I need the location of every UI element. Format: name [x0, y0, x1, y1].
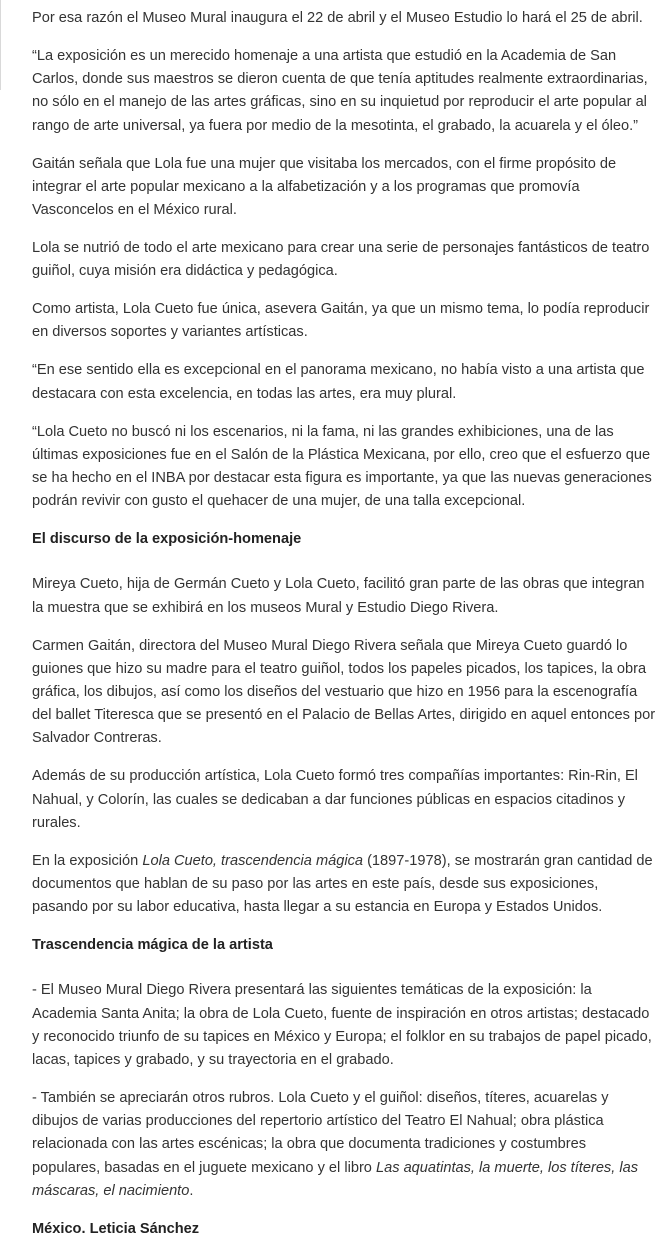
bullet-text-pre: - También se apreciarán otros rubros. Lola Cueto y el guiñol: diseños, títeres, acuarelas y dibujos de varias producciones del repertorio artístico del Teatro El Nahual; obra plástica relacionada con las artes escénicas; la obra que documenta tradiciones y costumbres populares, basadas en el juguete mexicano y el libro	[32, 1090, 609, 1176]
paragraph-guinol: Lola se nutrió de todo el arte mexicano para crear una serie de personajes fantásticos de teatro guiñol, cuya misión era didáctica y pedagógica.	[32, 240, 650, 280]
exhibition-title: Lola Cueto, trascendencia mágica	[142, 852, 364, 869]
book-title: Las aquatintas, la muerte, los títeres, las máscaras, el nacimiento	[32, 1159, 638, 1199]
bullet-other-topics	[32, 1087, 658, 1203]
paragraph-unique-artist: Como artista, Lola Cueto fue única, asevera Gaitán, ya que un mismo tema, lo podía reproducir en diversos soportes y variantes artísticas.	[32, 301, 650, 341]
paragraph-exhibition	[32, 850, 658, 920]
paragraph-opening-dates: Por esa razón el Museo Mural inaugura el 22 de abril y el Museo Estudio lo hará el 25 de abril.	[32, 10, 643, 26]
exhibition-text-pre: En la exposición	[32, 852, 143, 869]
author-byline: México. Leticia Sánchez	[32, 1220, 200, 1237]
section-heading-discourse: El discurso de la exposición-homenaje	[32, 531, 302, 548]
left-edge-divider	[0, 0, 1, 90]
section-heading-transcendence: Trascendencia mágica de la artista	[32, 937, 273, 954]
article-body	[32, 0, 658, 1256]
paragraph-quote-homage: “La exposición es un merecido homenaje a una artista que estudió en la Academia de San Carlos, donde sus maestros se dieron cuenta de que tenía aptitudes realmente extraordinarias, no sólo en el manejo de las artes gráficas, sino en su inquietud por reproducir el arte popular al rango de arte universal, ya fuera por medio de la mesotinta, el grabado, la acuarela y el óleo.”	[32, 48, 648, 134]
paragraph-carmen-gaitan: Carmen Gaitán, directora del Museo Mural Diego Rivera señala que Mireya Cueto guardó lo guiones que hizo su madre para el teatro guiñol, todos los papeles picados, los tapices, la obra gráfica, los dibujos, así como los diseños del vestuario que hizo en 1956 para la escenografía del ballet Titeresca que se presentó en el Palacio de Bellas Artes, dirigido en aquel entonces por Salvador Contreras.	[32, 637, 656, 747]
exhibition-text-post: (1897-1978), se mostrarán gran cantidad de documentos que hablan de su paso por las artes en este país, desde sus exposiciones, pasando por su labor educativa, hasta llegar a su estancia en Europa y Estados Unidos.	[32, 852, 653, 916]
paragraph-markets: Gaitán señala que Lola fue una mujer que visitaba los mercados, con el firme propósito de integrar el arte popular mexicano a la alfabetización y a los programas que promovía Vasconcelos en el México rural.	[32, 155, 617, 219]
paragraph-exceptional: “En ese sentido ella es excepcional en el panorama mexicano, no había visto a una artista que destacara con esta excelencia, en todas las artes, era muy plural.	[32, 362, 645, 402]
paragraph-companies: Además de su producción artística, Lola Cueto formó tres compañías importantes: Rin-Rin, El Nahual, y Colorín, las cuales se dedicaban a dar funciones públicas en espacios citadinos y rurales.	[32, 768, 638, 831]
bullet-text-post: .	[189, 1182, 194, 1199]
paragraph-new-generations: “Lola Cueto no buscó ni los escenarios, ni la fama, ni las grandes exhibiciones, una de las últimas exposiciones fue en el Salón de la Plástica Mexicana, por ello, creo que el esfuerzo que se ha hecho en el INBA por destacar esta figura es importante, ya que las nuevas generaciones podrán revivir con gusto el quehacer de una mujer, de una talla excepcional.	[32, 423, 652, 510]
paragraph-mireya: Mireya Cueto, hija de Germán Cueto y Lola Cueto, facilitó gran parte de las obras que integran la muestra que se exhibirá en los museos Mural y Estudio Diego Rivera.	[32, 576, 645, 616]
bullet-museo-mural: - El Museo Mural Diego Rivera presentará las siguientes temáticas de la exposición: la Academia Santa Anita; la obra de Lola Cueto, fuente de inspiración en otros artistas; destacado y reconocido triunfo de su tapices en México y Europa; el folklor en su trabajos de papel picado, lacas, tapices y grabado, y su trayectoria en el grabado.	[32, 982, 652, 1069]
